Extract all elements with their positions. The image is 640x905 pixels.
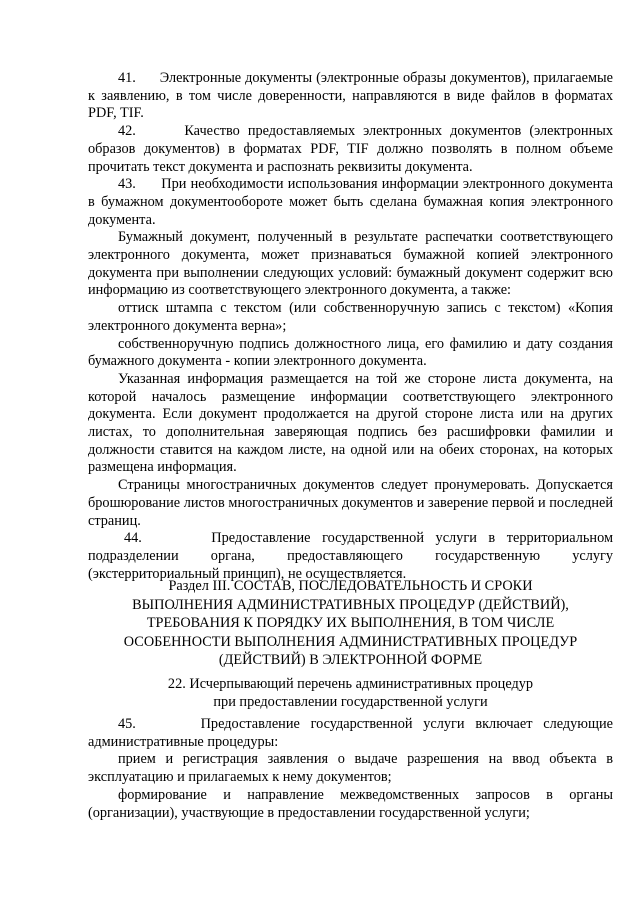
paragraph-42: 42. Качество предоставляемых электронных документов (электронных образов документов) в форматах PDF, TIF должно позволять в полном объеме прочитать текст документа и распознать реквизиты документа. (88, 123, 613, 175)
subsection-title-line: при предоставлении государственной услуги (213, 694, 488, 710)
paragraph-44: 44. Предоставление государственной услуги в территориальном подразделении органа, предоставляющего государственную услугу (экстерриториальный принцип), не осуществляется. (88, 530, 613, 582)
paragraph-pages: Страницы многостраничных документов следует пронумеровать. Допускается брошюрование листов многостраничных документов и заверение первой и последней страниц. (88, 477, 613, 529)
paragraph-signature: собственноручную подпись должностного лица, его фамилию и дату создания бумажного документа - копии электронного документа. (88, 335, 613, 370)
subsection-title (88, 675, 613, 711)
paragraph-requests: формирование и направление межведомственных запросов в органы (организации), участвующие в предоставлении государственной услуги; (88, 786, 613, 821)
paragraph-45: 45. Предоставление государственной услуги включает следующие административные процедуры: (88, 716, 613, 750)
section-title-line: ВЫПОЛНЕНИЯ АДМИНИСТРАТИВНЫХ ПРОЦЕДУР (ДЕЙСТВИЙ), (132, 596, 569, 613)
section-title-line: ТРЕБОВАНИЯ К ПОРЯДКУ ИХ ВЫПОЛНЕНИЯ, В ТОМ ЧИСЛЕ (146, 615, 555, 631)
section-title (88, 577, 613, 670)
paragraph-41: 41. Электронные документы (электронные образы документов), прилагаемые к заявлению, в том числе доверенности, направляются в виде файлов в форматах PDF, TIF. (88, 70, 613, 122)
paragraph-reception: прием и регистрация заявления о выдаче разрешения на ввод объекта в эксплуатацию и прилагаемых к нему документов; (88, 751, 613, 786)
section-title-line: Раздел III. СОСТАВ, ПОСЛЕДОВАТЕЛЬНОСТЬ И СРОКИ (168, 578, 533, 594)
paragraph-paper-copy: Бумажный документ, полученный в результате распечатки соответствующего электронного документа, может признаваться бумажной копией электронного документа при выполнении следующих условий: бумажный документ содержит всю информацию из соответствующего электронного документа, а также: (88, 229, 613, 299)
section-title-line: (ДЕЙСТВИЙ) В ЭЛЕКТРОННОЙ ФОРМЕ (218, 652, 483, 668)
paragraph-43: 43. При необходимости использования информации электронного документа в бумажном документообороте может быть сделана бумажная копия электронного документа. (88, 176, 613, 228)
body-text-top (88, 70, 613, 583)
paragraph-placement: Указанная информация размещается на той же стороне листа документа, на которой началось размещение информации соответствующего электронного документа. Если документ продолжается на другой стороне листа или на других листах, то дополнительная заверяющая подпись без расшифровки фамилии и должности ставится на каждом листе, на одной или на обеих сторонах, на которых размещена информация. (88, 370, 613, 476)
paragraph-stamp: оттиск штампа с текстом (или собственноручную запись с текстом) «Копия электронного документа верна»; (88, 300, 613, 334)
body-text-bottom (88, 716, 613, 822)
section-title-line: ОСОБЕННОСТИ ВЫПОЛНЕНИЯ АДМИНИСТРАТИВНЫХ ПРОЦЕДУР (123, 633, 578, 650)
subsection-title-line: 22. Исчерпывающий перечень административных процедур (167, 676, 534, 692)
